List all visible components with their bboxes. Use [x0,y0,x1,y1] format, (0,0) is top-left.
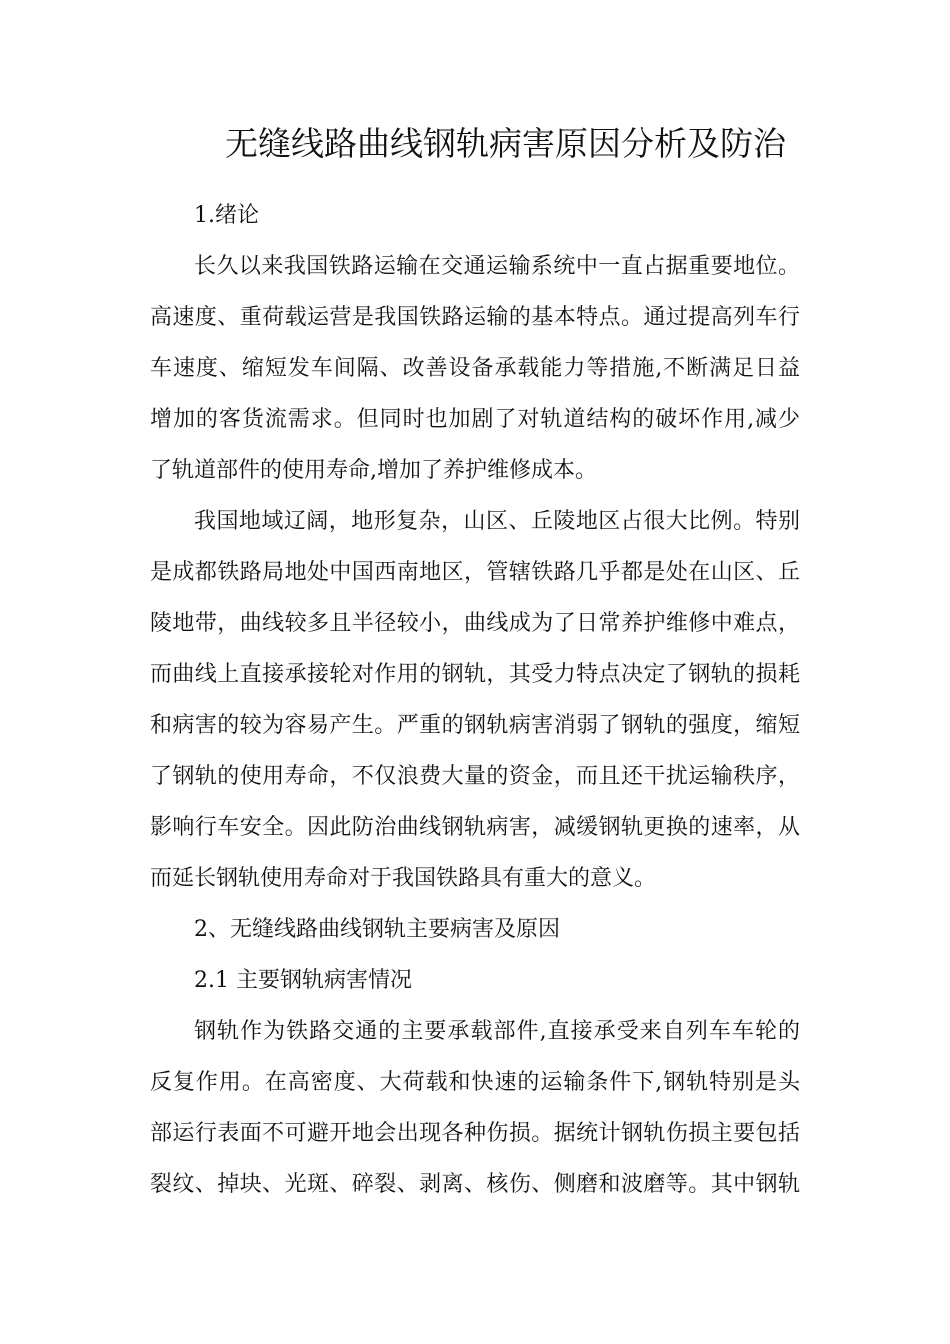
paragraph-line: 增加的客货流需求。但同时也加剧了对轨道结构的破坏作用,减少 [150,407,800,432]
paragraph-line: 是成都铁路局地处中国西南地区，管辖铁路几乎都是处在山区、丘 [150,560,800,585]
paragraph-line: 影响行车安全。因此防治曲线钢轨病害，减缓钢轨更换的速率，从 [150,815,800,840]
paragraph-line: 了钢轨的使用寿命，不仅浪费大量的资金，而且还干扰运输秩序， [150,764,800,789]
paragraph-line: 裂纹、掉块、光斑、碎裂、剥离、核伤、侧磨和波磨等。其中钢轨 [150,1172,800,1197]
paragraph-line: 和病害的较为容易产生。严重的钢轨病害消弱了钢轨的强度，缩短 [150,713,800,738]
subsection-heading-defect-overview: 2.1 主要钢轨病害情况 [194,968,412,993]
paragraph-line: 反复作用。在高密度、大荷载和快速的运输条件下,钢轨特别是头 [150,1070,800,1095]
document-title: 无缝线路曲线钢轨病害原因分析及防治 [225,124,786,163]
document-body [150,190,800,1210]
paragraph-line: 车速度、缩短发车间隔、改善设备承载能力等措施,不断满足日益 [150,356,800,381]
paragraph-line: 高速度、重荷载运营是我国铁路运输的基本特点。通过提高列车行 [150,305,800,330]
paragraph-line: 而延长钢轨使用寿命对于我国铁路具有重大的意义。 [150,866,657,891]
paragraph-line: 长久以来我国铁路运输在交通运输系统中一直占据重要地位。 [194,254,800,279]
paragraph-line: 我国地域辽阔，地形复杂，山区、丘陵地区占很大比例。特别 [194,509,800,534]
section-heading-main-defects: 2、无缝线路曲线钢轨主要病害及原因 [194,917,560,942]
paragraph-line: 部运行表面不可避开地会出现各种伤损。据统计钢轨伤损主要包括 [150,1121,800,1146]
paragraph-line: 了轨道部件的使用寿命,增加了养护维修成本。 [150,458,597,483]
paragraph-line: 钢轨作为铁路交通的主要承载部件,直接承受来自列车车轮的 [194,1019,800,1044]
paragraph-line: 而曲线上直接承接轮对作用的钢轨，其受力特点决定了钢轨的损耗 [150,662,800,687]
paragraph-line: 陵地带，曲线较多且半径较小，曲线成为了日常养护维修中难点， [150,611,800,636]
section-heading-introduction: 1.绪论 [194,203,259,228]
